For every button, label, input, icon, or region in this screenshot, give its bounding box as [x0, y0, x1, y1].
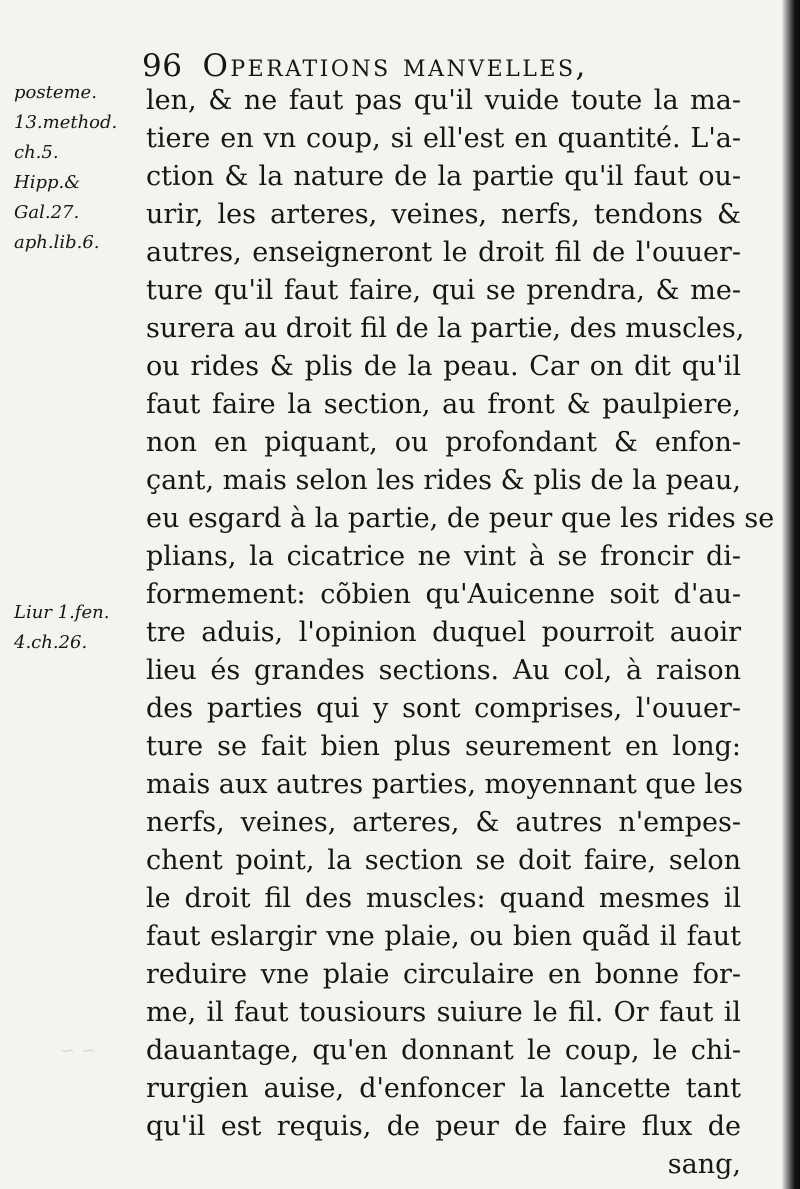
margin-notes-middle: [14, 598, 139, 658]
catchword: sang,: [667, 1149, 741, 1180]
text-line: tre aduis, l'opinion duquel pourroit auoir: [146, 617, 741, 648]
margin-note: aph.lib.6.: [14, 232, 100, 253]
text-line: qu'il est requis, de peur de faire flux de: [146, 1111, 741, 1142]
scan-edge: [782, 0, 800, 1189]
margin-note: Liur 1.fen.: [14, 602, 110, 623]
running-title: Operations manvelles,: [202, 48, 588, 84]
margin-note: ch.5.: [14, 142, 59, 163]
text-line: tiere en vn coup, si ell'est en quantité. L'a-: [146, 123, 741, 154]
text-line: des parties qui y sont comprises, l'ouuer-: [146, 693, 741, 724]
text-line: surera au droit fil de la partie, des muscles,: [146, 313, 745, 344]
text-line: autres, enseigneront le droit fil de l'ouuer-: [146, 237, 741, 268]
text-line: plians, la cicatrice ne vint à se froncir di-: [146, 541, 741, 572]
running-head: [142, 48, 682, 84]
text-line: eu esgard à la partie, de peur que les rides se: [146, 503, 775, 534]
body-text: [146, 82, 775, 1184]
text-line: reduire vne plaie circulaire en bonne for-: [146, 959, 741, 990]
margin-note: Gal.27.: [14, 202, 80, 223]
text-line: faut eslargir vne plaie, ou bien quãd il faut: [146, 921, 741, 952]
text-line: ction & la nature de la partie qu'il faut ou-: [146, 161, 741, 192]
margin-note: 13.method.: [14, 112, 118, 133]
text-line: ture se fait bien plus seurement en long:: [146, 731, 741, 762]
text-line: rurgien auise, d'enfoncer la lancette tant: [146, 1073, 741, 1104]
text-line: chent point, la section se doit faire, selon: [146, 845, 741, 876]
text-line: lieu és grandes sections. Au col, à raison: [146, 655, 741, 686]
text-line: çant, mais selon les rides & plis de la peau,: [146, 465, 741, 496]
text-line: me, il faut tousiours suiure le fil. Or faut il: [146, 997, 741, 1028]
text-line: nerfs, veines, arteres, & autres n'empes-: [146, 807, 741, 838]
margin-note: Hipp.&: [14, 172, 81, 193]
text-line: le droit fil des muscles: quand mesmes il: [146, 883, 741, 914]
text-line: urir, les arteres, veines, nerfs, tendons &: [146, 199, 741, 230]
show-through-mark: ~ ~: [60, 1040, 96, 1061]
text-line: non en piquant, ou profondant & enfon-: [146, 427, 741, 458]
margin-notes-top: [14, 78, 139, 258]
margin-note: 4.ch.26.: [14, 632, 88, 653]
text-line: mais aux autres parties, moyennant que les: [146, 769, 743, 800]
text-line: ou rides & plis de la peau. Car on dit qu'il: [146, 351, 741, 382]
margin-note: posteme.: [14, 82, 97, 103]
text-line: ture qu'il faut faire, qui se prendra, & me-: [146, 275, 741, 306]
text-line: len, & ne faut pas qu'il vuide toute la ma-: [146, 85, 741, 116]
text-line: dauantage, qu'en donnant le coup, le chi-: [146, 1035, 741, 1066]
text-line: formement: cõbien qu'Auicenne soit d'au-: [146, 579, 741, 610]
text-line: faut faire la section, au front & paulpiere,: [146, 389, 741, 420]
page-number: 96: [142, 48, 183, 84]
